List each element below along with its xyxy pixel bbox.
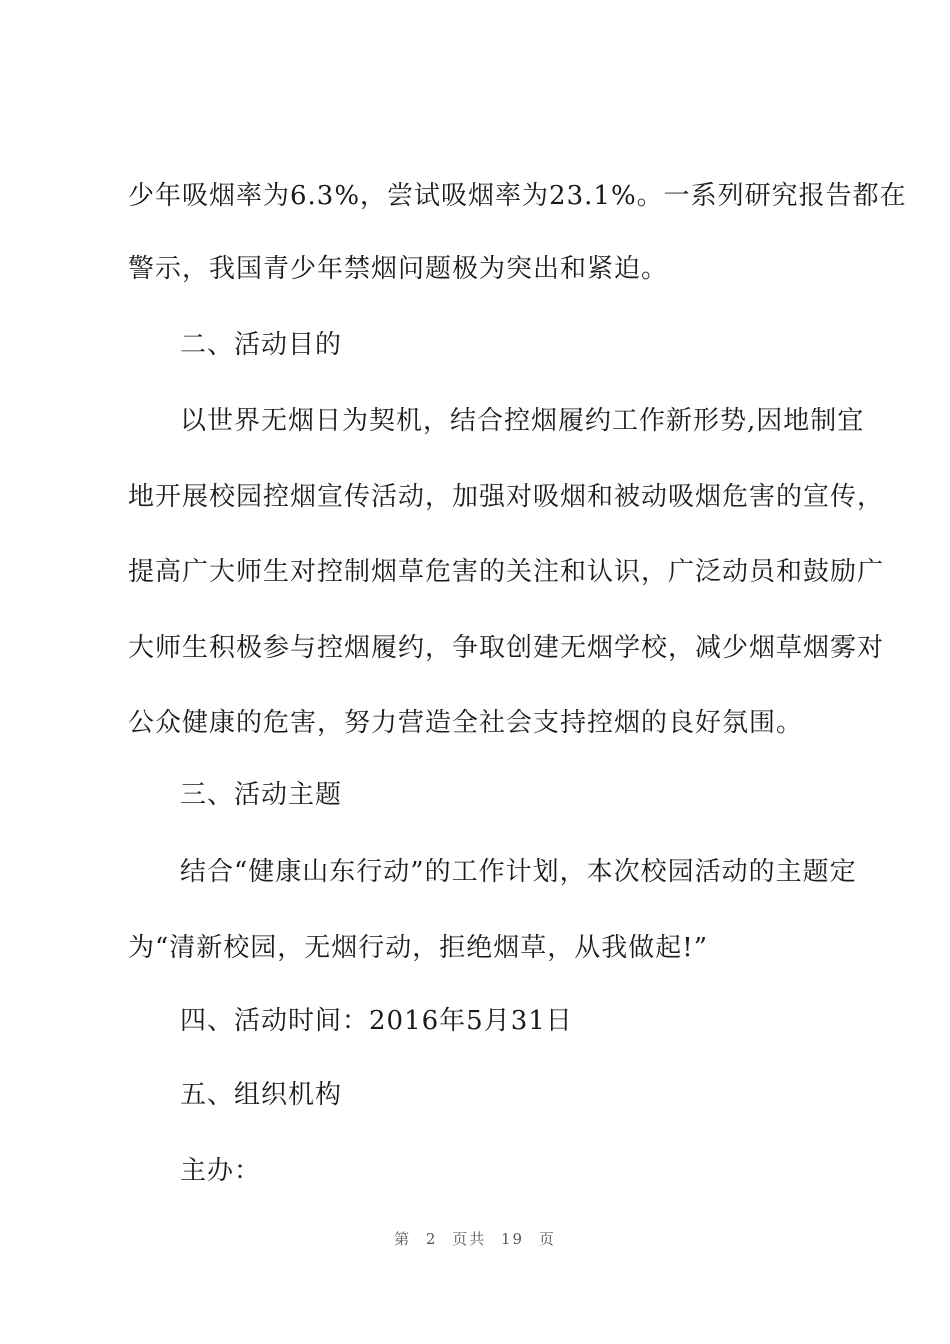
body-text-line: 以世界无烟日为契机，结合控烟履约工作新形势,因地制宜 xyxy=(180,406,865,436)
body-text-line: 主办： xyxy=(180,1156,262,1186)
body-text-line: 提高广大师生对控制烟草危害的关注和认识，广泛动员和鼓励广 xyxy=(128,557,885,587)
body-text-line: 大师生积极参与控烟履约，争取创建无烟学校，减少烟草烟雾对 xyxy=(128,633,885,663)
body-text-line: 地开展校园控烟宣传活动，加强对吸烟和被动吸烟危害的宣传， xyxy=(128,482,885,512)
body-text-line: 结合“健康山东行动”的工作计划，本次校园活动的主题定 xyxy=(180,857,857,887)
section-heading-purpose: 二、活动目的 xyxy=(180,330,343,360)
page-number-footer: 第 2 页共 19 页 xyxy=(394,1230,556,1248)
body-text-line: 为“清新校园，无烟行动，拒绝烟草，从我做起!” xyxy=(128,933,709,963)
section-heading-time: 四、活动时间：2016年5月31日 xyxy=(180,1006,573,1036)
section-heading-organization: 五、组织机构 xyxy=(180,1080,343,1110)
section-heading-theme: 三、活动主题 xyxy=(180,780,343,810)
body-text-line: 公众健康的危害，努力营造全社会支持控烟的良好氛围。 xyxy=(128,708,804,738)
body-text-line: 少年吸烟率为6.3%，尝试吸烟率为23.1%。一系列研究报告都在 xyxy=(128,181,907,211)
body-text-line: 警示，我国青少年禁烟问题极为突出和紧迫。 xyxy=(128,254,669,284)
